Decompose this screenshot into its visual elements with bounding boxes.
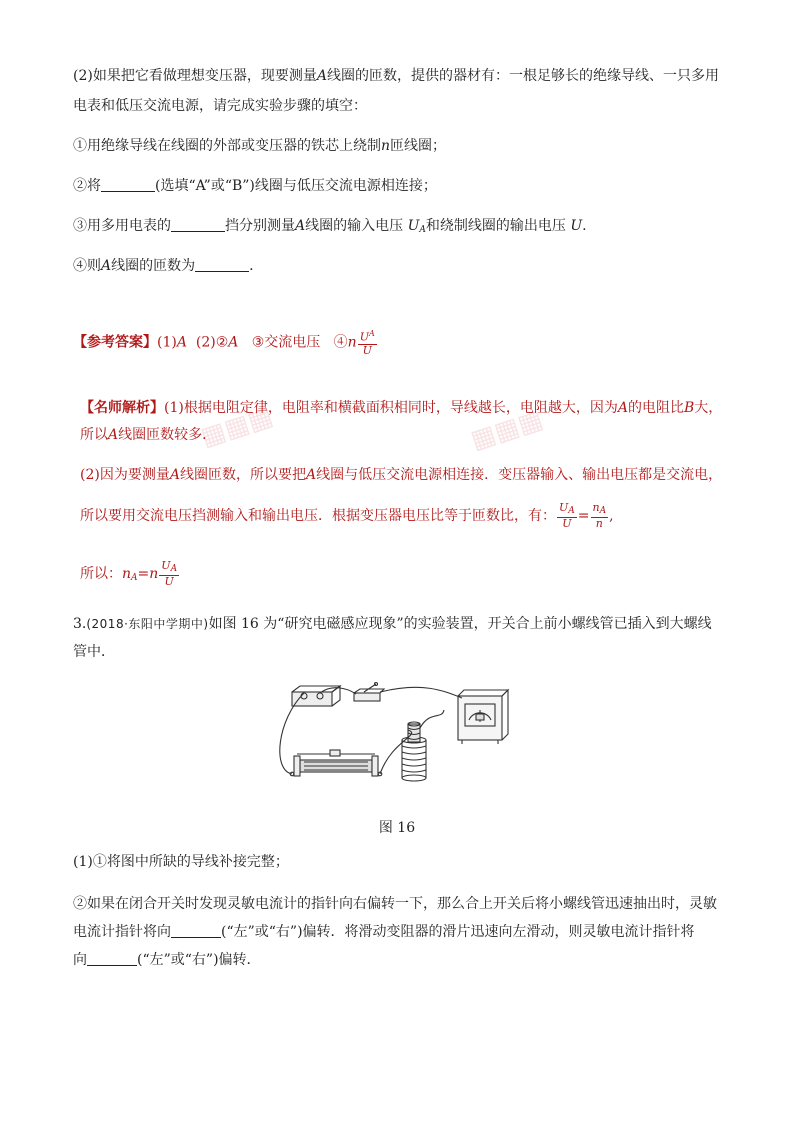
watermark: ▦▦▦ bbox=[197, 401, 277, 453]
answer-blank[interactable] bbox=[171, 923, 221, 938]
figure-caption: 图 16 bbox=[378, 820, 416, 836]
q2-step1: ①用绝缘导线在线圈的外部或变压器的铁芯上绕制n匝线圈； bbox=[73, 138, 447, 154]
answer-blank[interactable] bbox=[171, 217, 225, 232]
q3-sub2-line1: ②如果在闭合开关时发现灵敏电流计的指针向右偏转一下，那么合上开关后将小螺线管迅速抽出时，灵敏 bbox=[73, 896, 717, 912]
analysis-line2: 所以A线圈匝数较多． bbox=[80, 427, 217, 443]
analysis-line3: (2)因为要测量A线圈匝数，所以要把A线圈与低压交流电源相连接．变压器输入、输出电压都是交流电， bbox=[80, 467, 723, 483]
answer-blank[interactable] bbox=[87, 951, 137, 966]
reference-answer: 【参考答案】(1)A (2)②A ③交流电压 ④n $\frac{U^A}{U}$ bbox=[73, 329, 375, 357]
q2-intro-line1: (2)如果把它看做理想变压器，现要测量A线圈的匝数，提供的器材有：一根足够长的绝缘导线、一只多用 bbox=[73, 68, 719, 84]
q3-sub2-line2: 电流计指针将向 (“左”或“右”)偏转．将滑动变阻器的滑片迅速向左滑动，则灵敏电流计指针将 bbox=[73, 924, 695, 940]
result-fraction: $\frac{U_A}{U}$ bbox=[161, 559, 178, 588]
q3-sub1: (1)①将图中所缺的导线补接完整； bbox=[73, 854, 289, 870]
answer-blank[interactable] bbox=[195, 257, 249, 272]
galvanometer bbox=[458, 690, 508, 744]
answer-blank[interactable] bbox=[101, 177, 155, 192]
battery-box bbox=[292, 686, 340, 706]
q2-step3: ③用多用电表的 挡分别测量A线圈的输入电压 $U_A$和绕制线圈的输出电压 U. bbox=[73, 218, 587, 235]
watermark: ▦▦▦ bbox=[467, 404, 547, 456]
q2-intro-line2: 电表和低压交流电源，请完成实验步骤的填空： bbox=[73, 98, 367, 114]
analysis-line5: 所以：$n_A=n$ $\frac{U_A}{U}$ bbox=[80, 559, 178, 588]
rheostat bbox=[290, 750, 382, 776]
q2-step4: ④则A线圈的匝数为 . bbox=[73, 258, 254, 274]
analysis-line4: 所以要用交流电压挡测输入和输出电压．根据变压器电压比等于匝数比，有： $\frac{U_A}{U}$ = $\frac{n_A}{n}$ , bbox=[80, 501, 614, 530]
q3-sub2-line3: 向 (“左”或“右”)偏转． bbox=[73, 952, 261, 968]
turns-ratio-fraction: $\frac{n_A}{n}$ bbox=[592, 501, 607, 530]
answer-fraction: $\frac{U^A}{U}$ bbox=[359, 329, 375, 357]
solenoid-coils bbox=[402, 722, 426, 781]
voltage-ratio-fraction: $\frac{U_A}{U}$ bbox=[559, 501, 575, 530]
analysis-line1: 【名师解析】(1)根据电阻定律，电阻率和横截面积相同时，导线越长，电阻越大，因为A的电阻比B大， bbox=[80, 400, 723, 416]
electromagnetic-induction-apparatus bbox=[272, 680, 527, 800]
switch bbox=[354, 683, 384, 702]
q3-line1: 3.(2018·东阳中学期中)如图 16 为“研究电磁感应现象”的实验装置，开关合上前小螺线管已插入到大螺线 bbox=[73, 616, 712, 632]
q2-step2: ②将 (选填“A”或“B”)线圈与低压交流电源相连接； bbox=[73, 178, 437, 194]
q3-line2: 管中． bbox=[73, 644, 115, 660]
